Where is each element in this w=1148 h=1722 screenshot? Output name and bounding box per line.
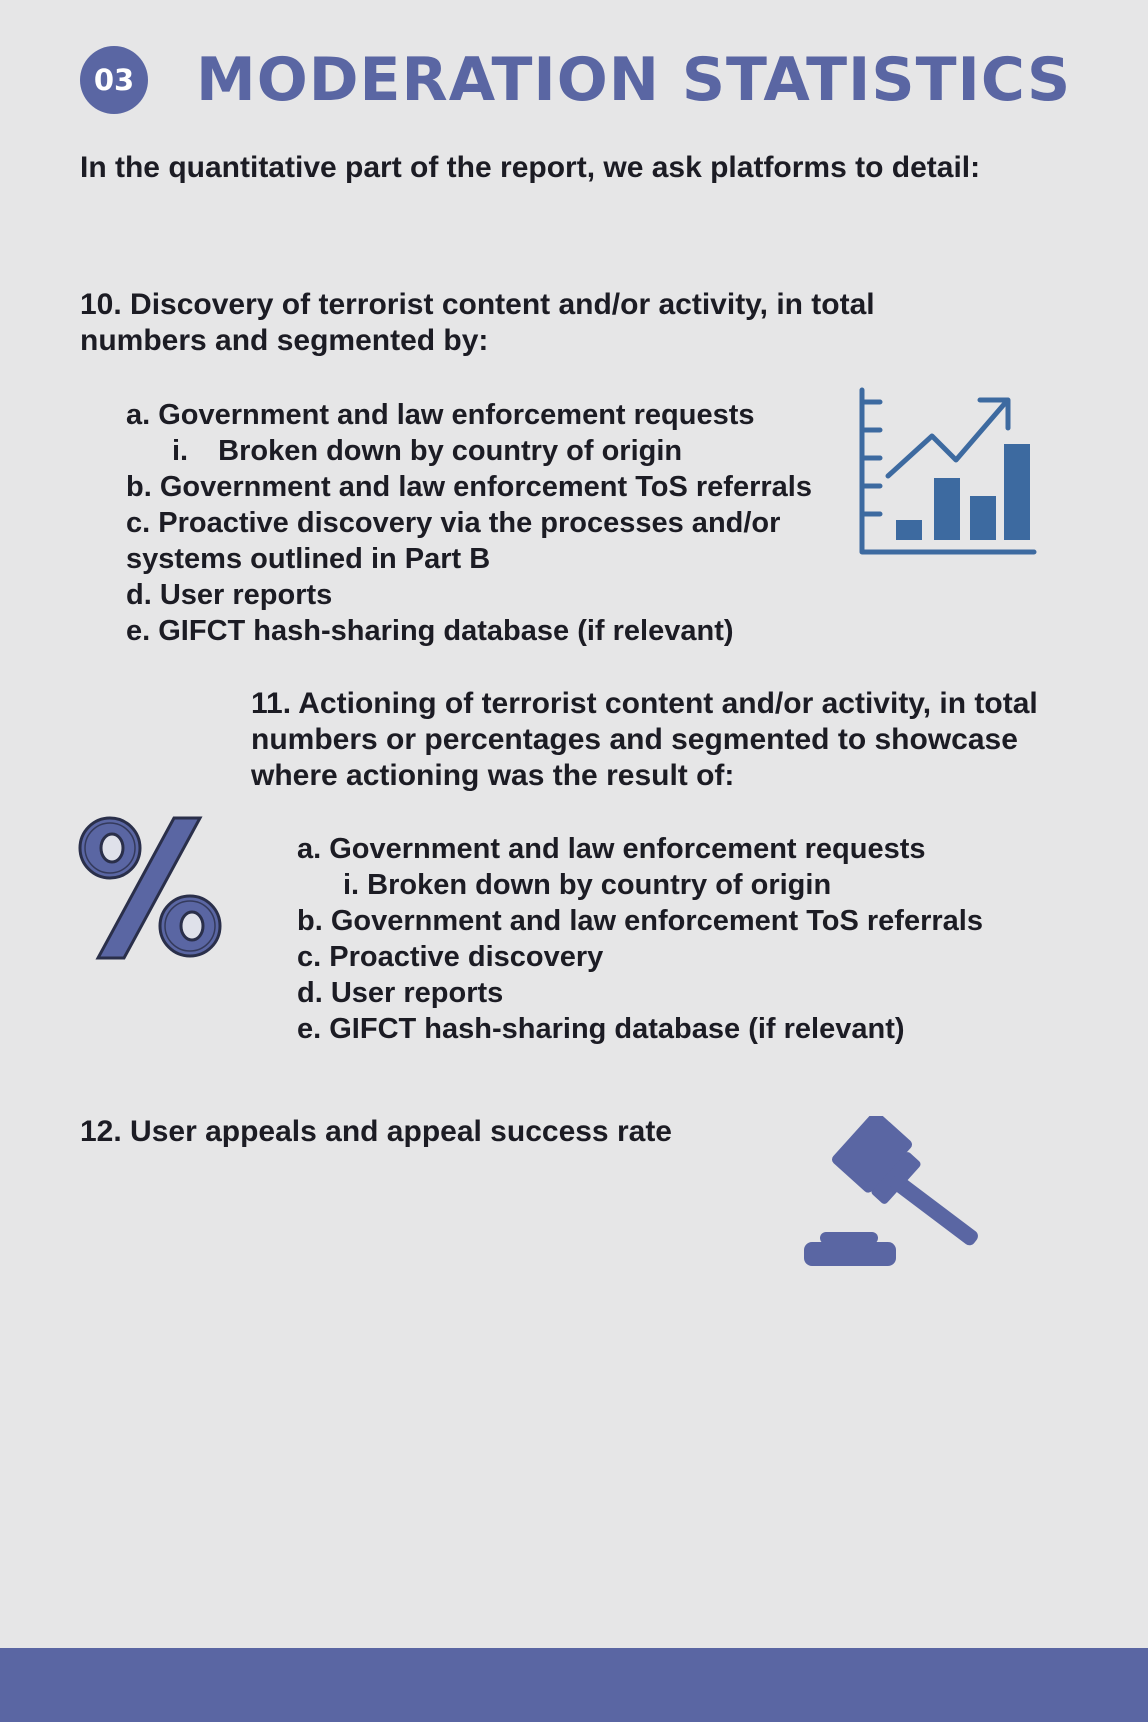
section-10-item-a-i-number: i. bbox=[172, 435, 189, 467]
intro-text: In the quantitative part of the report, we ask platforms to detail: bbox=[80, 151, 981, 184]
section-11-heading-line-3: where actioning was the result of: bbox=[251, 759, 735, 792]
percent-icon bbox=[72, 814, 228, 962]
section-10-heading-line-1: 10. Discovery of terrorist content and/or activity, in total bbox=[80, 288, 875, 321]
section-11-item-a-i: i. Broken down by country of origin bbox=[343, 869, 832, 901]
section-10-item-b: b. Government and law enforcement ToS referrals bbox=[126, 471, 812, 503]
section-10-heading-line-2: numbers and segmented by: bbox=[80, 324, 489, 357]
section-11-heading-line-1: 11. Actioning of terrorist content and/or activity, in total bbox=[251, 687, 1038, 720]
section-10-item-c-line-1: c. Proactive discovery via the processes and/or bbox=[126, 507, 781, 539]
section-11-item-e: e. GIFCT hash-sharing database (if relevant) bbox=[297, 1013, 905, 1045]
section-10-item-a-i-text: Broken down by country of origin bbox=[218, 435, 683, 467]
section-11-item-a: a. Government and law enforcement requests bbox=[297, 833, 926, 865]
section-10-item-c-line-2: systems outlined in Part B bbox=[126, 543, 491, 575]
section-10-item-e: e. GIFCT hash-sharing database (if relevant) bbox=[126, 615, 734, 647]
section-10-item-a-i bbox=[172, 433, 682, 469]
section-number-badge: 03 bbox=[80, 46, 148, 114]
bar-chart-trend-icon bbox=[852, 384, 1040, 560]
section-10-item-d: d. User reports bbox=[126, 579, 333, 611]
section-11-item-c: c. Proactive discovery bbox=[297, 941, 604, 973]
section-11-heading-line-2: numbers or percentages and segmented to showcase bbox=[251, 723, 1018, 756]
section-11-item-b: b. Government and law enforcement ToS referrals bbox=[297, 905, 983, 937]
section-11-item-d: d. User reports bbox=[297, 977, 504, 1009]
section-10-item-a: a. Government and law enforcement requests bbox=[126, 399, 755, 431]
section-12-heading: 12. User appeals and appeal success rate bbox=[80, 1115, 672, 1148]
gavel-icon bbox=[800, 1116, 980, 1268]
footer-bar bbox=[0, 1648, 1148, 1722]
page-title: MODERATION STATISTICS bbox=[196, 45, 1072, 115]
